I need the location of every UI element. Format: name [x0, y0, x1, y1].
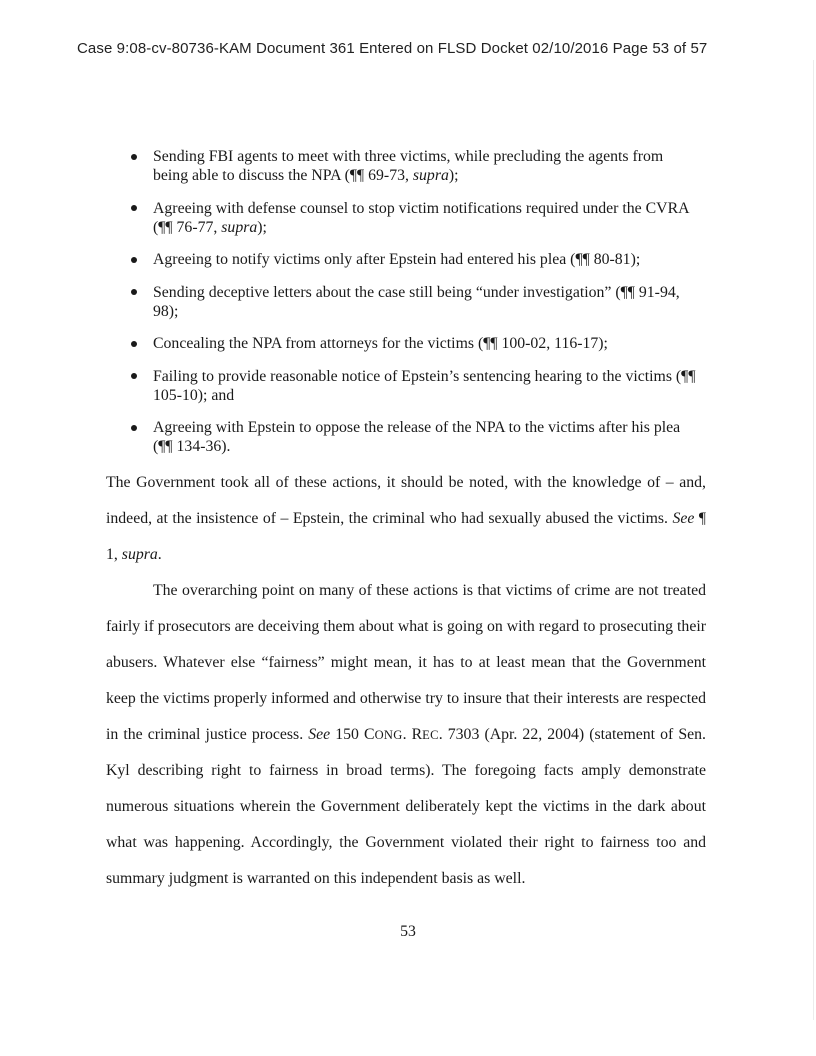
bullet-icon: [131, 289, 137, 295]
list-item: Sending deceptive letters about the case still being “under investigation” (¶¶ 91-94, 98);: [0, 283, 698, 321]
page-number: 53: [400, 923, 416, 940]
paragraph-government-actions: The Government took all of these actions, it should be noted, with the knowledge of – and, indeed, at the insistence of – Epstein, the criminal who had sexually abused the victims. See ¶ 1, supra.: [106, 474, 706, 563]
bullet-icon: [131, 205, 137, 211]
bullet-icon: [131, 341, 137, 347]
list-item: Failing to provide reasonable notice of Epstein’s sentencing hearing to the victims (¶¶ 105-10); and: [0, 367, 698, 405]
paragraph-fairness: The overarching point on many of these actions is that victims of crime are not treated fairly if prosecutors are deceiving them about what is going on with regard to prosecuting their abusers. Whatever else “fairness” might mean, it has to at least mean that the Government keep the victims properly informed and otherwise try to insure that their interests are respected in the criminal justice process. See 150 CONG. REC. 7303 (Apr. 22, 2004) (statement of Sen. Kyl describing right to fairness in broad terms). The foregoing facts amply demonstrate numerous situations wherein the Government deliberately kept the victims in the dark about what was happening. Accordingly, the Government violated their right to fairness too and summary judgment is warranted on this independent basis as well.: [106, 582, 706, 887]
bullet-icon: [131, 425, 137, 431]
list-item: Agreeing to notify victims only after Epstein had entered his plea (¶¶ 80-81);: [0, 250, 698, 269]
list-item: Agreeing with defense counsel to stop victim notifications required under the CVRA (¶¶ 76-77, supra);: [0, 199, 698, 237]
bullet-icon: [131, 154, 137, 160]
case-header: Case 9:08-cv-80736-KAM Document 361 Entered on FLSD Docket 02/10/2016 Page 53 of 57: [77, 40, 708, 57]
list-item: Concealing the NPA from attorneys for the victims (¶¶ 100-02, 116-17);: [0, 334, 698, 353]
list-item: Agreeing with Epstein to oppose the release of the NPA to the victims after his plea (¶¶ 134-36).: [0, 418, 698, 456]
bullet-icon: [131, 257, 137, 263]
list-item: Sending FBI agents to meet with three victims, while precluding the agents from being able to discuss the NPA (¶¶ 69-73, supra);: [0, 147, 698, 185]
bullet-icon: [131, 373, 137, 379]
actions-bullet-list: [0, 147, 816, 470]
